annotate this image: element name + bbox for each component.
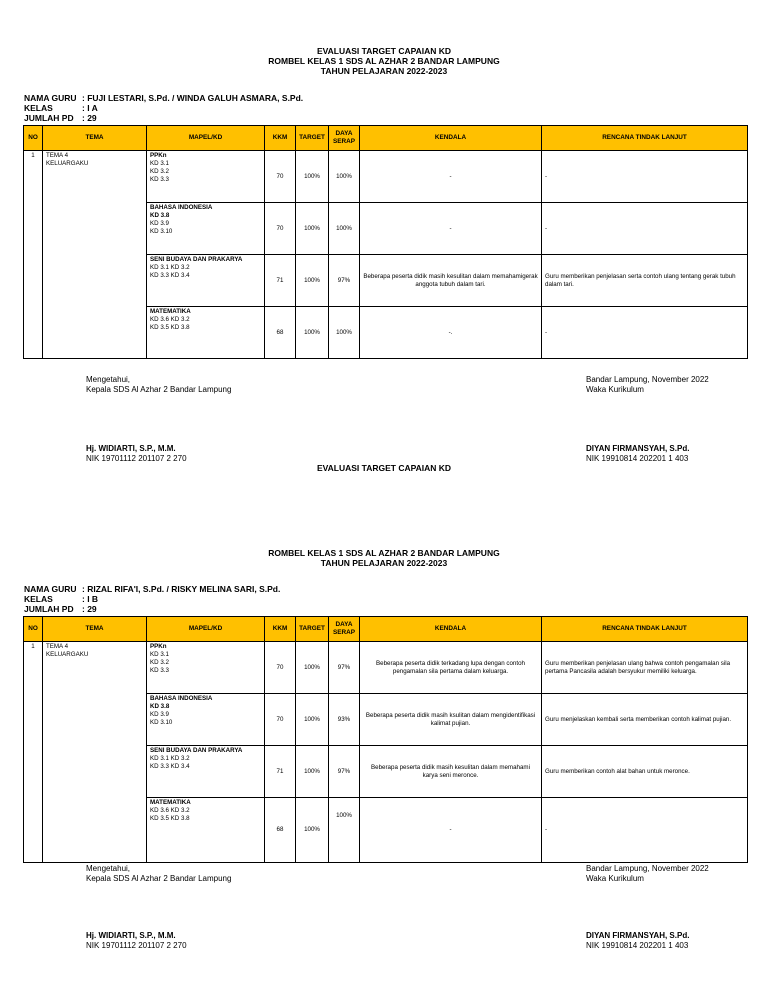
col-tema: TEMA (43, 617, 147, 642)
rencana-cell: - (542, 798, 748, 863)
mapel-name: SENI BUDAYA DAN PRAKARYA (150, 256, 243, 263)
row-tema (43, 151, 147, 359)
info-nama-guru (24, 93, 303, 103)
col-rencana: RENCANA TINDAK LANJUT (542, 126, 748, 151)
kd-line: KD 3.10 (150, 228, 173, 235)
nama-guru-value: : FUJI LESTARI, S.Pd. / WINDA GALUH ASMARA, S.Pd. (82, 93, 304, 103)
col-daya-serap: DAYA SERAP (329, 617, 360, 642)
table-row (24, 642, 748, 694)
col-kkm: KKM (265, 126, 296, 151)
rencana-cell: Guru memberikan contoh alat bahan untuk meronce. (542, 746, 748, 798)
kendala-cell: -. (360, 307, 542, 359)
daya-serap-cell: 100% (329, 151, 360, 203)
sig-right-line2: Waka Kurikulum (586, 385, 644, 394)
kendala-cell: Beberapa peserta didik masih kesulitan dalam memahamigerak anggota tubuh dalam tari. (360, 255, 542, 307)
signature-right (586, 375, 709, 395)
kd-line: KD 3.9 (150, 220, 169, 227)
daya-serap-cell: 100% (329, 798, 360, 863)
kd-line: KD 3.5 KD 3.8 (150, 324, 190, 331)
doc-title: EVALUASI TARGET CAPAIAN KD (316, 463, 452, 473)
kelas-value: : I B (82, 594, 99, 604)
mapel-cell (147, 694, 265, 746)
target-cell: 100% (296, 255, 329, 307)
sig-left-name: Hj. WIDIARTI, S.P., M.M. (86, 931, 176, 940)
mapel-name: PPKn (150, 152, 167, 159)
doc-year: TAHUN PELAJARAN 2022-2023 (320, 558, 448, 568)
info-jumlah-pd (24, 604, 97, 614)
signature-left (86, 375, 231, 395)
sig-right-line1: Bandar Lampung, November 2022 (586, 375, 709, 384)
mapel-name: MATEMATIKA (150, 308, 191, 315)
mapel-name: MATEMATIKA (150, 799, 191, 806)
mapel-cell (147, 151, 265, 203)
row-no: 1 (24, 151, 43, 359)
sig-right-name: DIYAN FIRMANSYAH, S.Pd. (586, 444, 690, 453)
info-kelas (24, 594, 98, 604)
signature-right-name (586, 931, 689, 951)
target-cell: 100% (296, 151, 329, 203)
daya-serap-cell: 100% (329, 203, 360, 255)
mapel-cell (147, 307, 265, 359)
jumlah-pd-label: JUMLAH PD (24, 604, 74, 614)
rencana-cell: - (542, 307, 748, 359)
kkm-cell: 68 (265, 307, 296, 359)
mapel-name: BAHASA INDONESIA (150, 695, 213, 702)
kd-line: KD 3.1 KD 3.2 (150, 755, 190, 762)
table-header-row (24, 126, 748, 151)
kendala-cell: Beberapa peserta didik masih kesulitan dalam memahami karya seni meronce. (360, 746, 542, 798)
target-cell: 100% (296, 746, 329, 798)
jumlah-pd-value: : 29 (82, 604, 97, 614)
col-no: NO (24, 617, 43, 642)
kendala-cell: Beberapa peserta didik masih ksulitan dalam mengidentifikasi kalimat pujian. (360, 694, 542, 746)
kd-line: KD 3.3 (150, 176, 169, 183)
evaluation-table (23, 125, 748, 359)
rencana-cell: Guru memberikan penjelasan ulang bahwa contoh pengamalan sila pertama Pancasila adalah bersyukur memiliki keluarga. (542, 642, 748, 694)
daya-serap-cell: 100% (329, 307, 360, 359)
col-kendala: KENDALA (360, 617, 542, 642)
nama-guru-label: NAMA GURU (24, 93, 77, 103)
kkm-cell: 70 (265, 694, 296, 746)
kd-line: KD 3.3 (150, 667, 169, 674)
mapel-cell (147, 798, 265, 863)
kd-line: KD 3.3 KD 3.4 (150, 763, 190, 770)
daya-serap-cell: 97% (329, 255, 360, 307)
signature-right-name (586, 444, 689, 464)
doc-year: TAHUN PELAJARAN 2022-2023 (320, 66, 448, 76)
kkm-cell: 71 (265, 746, 296, 798)
col-mapel: MAPEL/KD (147, 617, 265, 642)
sig-left-line1: Mengetahui, (86, 375, 131, 384)
sig-left-line2: Kepala SDS Al Azhar 2 Bandar Lampung (86, 874, 232, 883)
kkm-cell: 70 (265, 642, 296, 694)
sig-left-nik: NIK 19701112 201107 2 270 (86, 454, 187, 463)
kelas-label: KELAS (24, 103, 53, 113)
sig-left-line1: Mengetahui, (86, 864, 131, 873)
info-kelas (24, 103, 98, 113)
mapel-cell (147, 203, 265, 255)
info-nama-guru (24, 584, 280, 594)
sig-left-name: Hj. WIDIARTI, S.P., M.M. (86, 444, 176, 453)
kd-line: KD 3.8 (150, 703, 170, 710)
tema-line: TEMA 4 (46, 643, 69, 650)
kkm-cell: 70 (265, 151, 296, 203)
kendala-cell: - (360, 151, 542, 203)
mapel-cell (147, 255, 265, 307)
sig-left-line2: Kepala SDS Al Azhar 2 Bandar Lampung (86, 385, 232, 394)
nama-guru-value: : RIZAL RIFA'I, S.Pd. / RISKY MELINA SARI, S.Pd. (82, 584, 281, 594)
col-daya-serap: DAYA SERAP (329, 126, 360, 151)
tema-line: KELUARGAKU (46, 651, 89, 658)
row-tema (43, 642, 147, 863)
info-jumlah-pd (24, 113, 97, 123)
sig-right-nik: NIK 19910814 202201 1 403 (586, 454, 689, 463)
kendala-cell: - (360, 798, 542, 863)
kd-line: KD 3.8 (150, 212, 170, 219)
kd-line: KD 3.2 (150, 168, 169, 175)
kendala-cell: - (360, 203, 542, 255)
doc-subtitle: ROMBEL KELAS 1 SDS AL AZHAR 2 BANDAR LAMPUNG (268, 548, 500, 558)
col-target: TARGET (296, 126, 329, 151)
signature-right (586, 864, 709, 884)
kd-line: KD 3.9 (150, 711, 169, 718)
daya-serap-cell: 93% (329, 694, 360, 746)
kelas-label: KELAS (24, 594, 53, 604)
col-kendala: KENDALA (360, 126, 542, 151)
doc-title: EVALUASI TARGET CAPAIAN KD (316, 46, 452, 56)
tema-line: KELUARGAKU (46, 160, 89, 167)
target-cell: 100% (296, 642, 329, 694)
col-mapel: MAPEL/KD (147, 126, 265, 151)
kkm-cell: 70 (265, 203, 296, 255)
kd-line: KD 3.2 (150, 659, 169, 666)
nama-guru-label: NAMA GURU (24, 584, 77, 594)
daya-serap-cell: 97% (329, 642, 360, 694)
tema-line: TEMA 4 (46, 152, 69, 159)
mapel-cell (147, 746, 265, 798)
sig-right-nik: NIK 19910814 202201 1 403 (586, 941, 689, 950)
kd-line: KD 3.1 (150, 651, 169, 658)
kelas-value: : I A (82, 103, 98, 113)
jumlah-pd-value: : 29 (82, 113, 97, 123)
sig-right-line2: Waka Kurikulum (586, 874, 644, 883)
target-cell: 100% (296, 798, 329, 863)
jumlah-pd-label: JUMLAH PD (24, 113, 74, 123)
col-target: TARGET (296, 617, 329, 642)
kd-line: KD 3.5 KD 3.8 (150, 815, 190, 822)
signature-left-name (86, 444, 187, 464)
mapel-name: SENI BUDAYA DAN PRAKARYA (150, 747, 243, 754)
row-no: 1 (24, 642, 43, 863)
col-kkm: KKM (265, 617, 296, 642)
signature-left-name (86, 931, 187, 951)
kd-line: KD 3.1 (150, 160, 169, 167)
doc-subtitle: ROMBEL KELAS 1 SDS AL AZHAR 2 BANDAR LAMPUNG (268, 56, 500, 66)
kkm-cell: 71 (265, 255, 296, 307)
kd-line: KD 3.6 KD 3.2 (150, 316, 190, 323)
signature-left (86, 864, 231, 884)
kd-line: KD 3.3 KD 3.4 (150, 272, 190, 279)
target-cell: 100% (296, 307, 329, 359)
col-tema: TEMA (43, 126, 147, 151)
sig-left-nik: NIK 19701112 201107 2 270 (86, 941, 187, 950)
kd-line: KD 3.6 KD 3.2 (150, 807, 190, 814)
evaluation-table (23, 616, 748, 863)
table-row (24, 151, 748, 203)
kd-line: KD 3.1 KD 3.2 (150, 264, 190, 271)
mapel-name: PPKn (150, 643, 167, 650)
rencana-cell: Guru memberikan penjelasan serta contoh ulang tentang gerak tubuh dalam tari. (542, 255, 748, 307)
target-cell: 100% (296, 203, 329, 255)
target-cell: 100% (296, 694, 329, 746)
kd-line: KD 3.10 (150, 719, 173, 726)
rencana-cell: - (542, 203, 748, 255)
sig-right-line1: Bandar Lampung, November 2022 (586, 864, 709, 873)
kkm-cell: 68 (265, 798, 296, 863)
table-header-row (24, 617, 748, 642)
col-no: NO (24, 126, 43, 151)
daya-serap-cell: 97% (329, 746, 360, 798)
mapel-cell (147, 642, 265, 694)
rencana-cell: - (542, 151, 748, 203)
kendala-cell: Beberapa peserta didik terkadang lupa dengan contoh pengamalan sila pertama dalam keluarga. (360, 642, 542, 694)
col-rencana: RENCANA TINDAK LANJUT (542, 617, 748, 642)
rencana-cell: Guru menjelaskan kembali serta memberikan contoh kalimat pujian. (542, 694, 748, 746)
sig-right-name: DIYAN FIRMANSYAH, S.Pd. (586, 931, 690, 940)
mapel-name: BAHASA INDONESIA (150, 204, 213, 211)
